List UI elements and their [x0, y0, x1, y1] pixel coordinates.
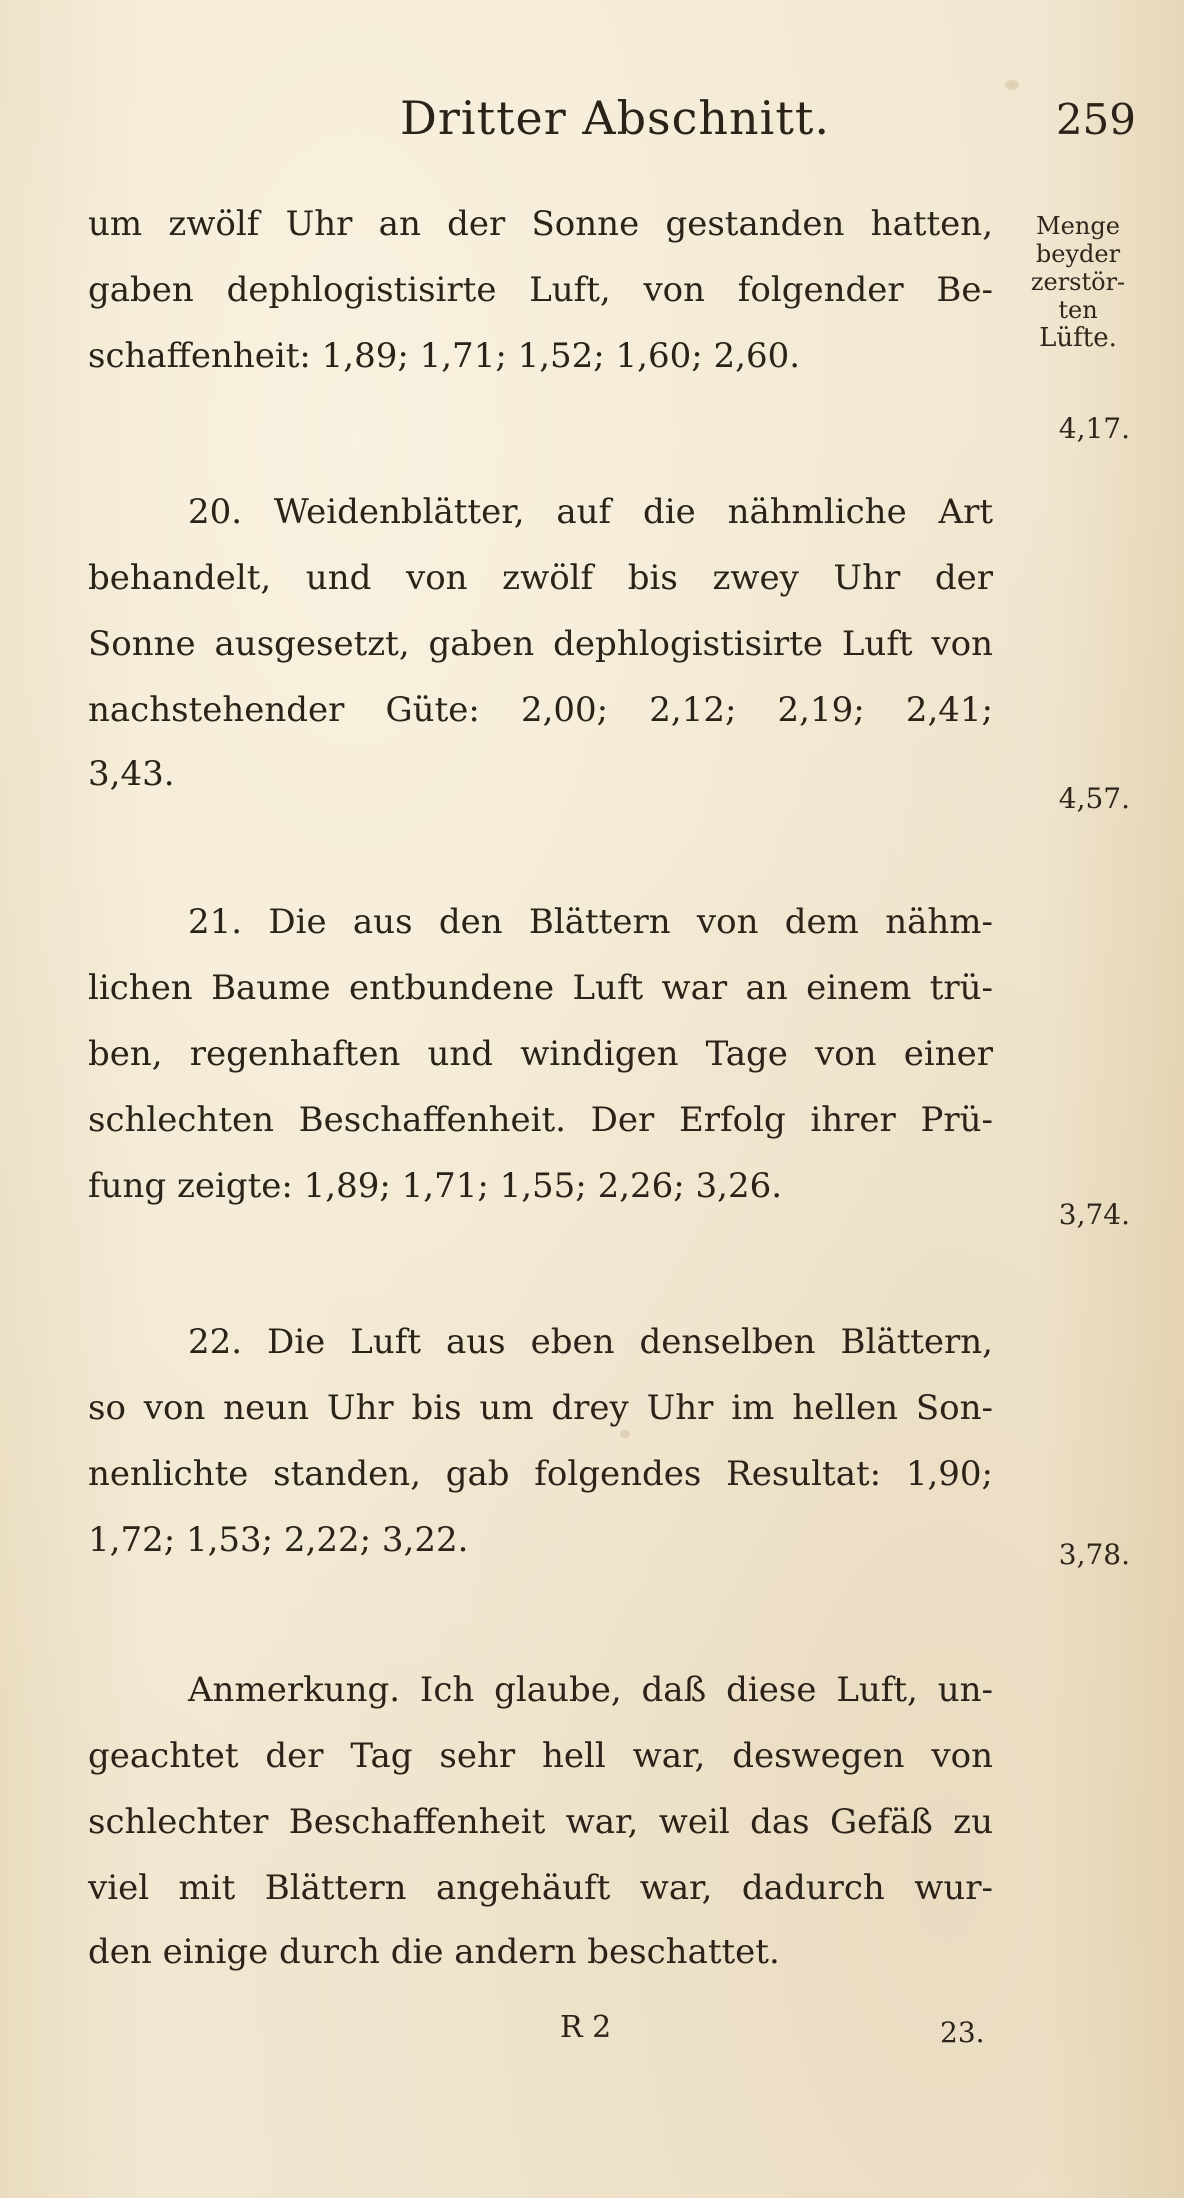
page-footer [0, 2010, 1184, 2060]
text-line: nenlichte standen, gab folgendes Resultat: 1,90; [88, 1454, 993, 1494]
text-line: ben, regenhaften und windigen Tage von einer [88, 1034, 993, 1074]
page-header [0, 90, 1184, 150]
margin-note-line: Menge [1036, 212, 1120, 240]
text-line: nachstehender Güte: 2,00; 2,12; 2,19; 2,41; [88, 690, 993, 730]
text-line: 21. Die aus den Blättern von dem nähm- [188, 902, 993, 942]
text-line: 22. Die Luft aus eben denselben Blättern, [188, 1322, 993, 1362]
text-line: schaffenheit: 1,89; 1,71; 1,52; 1,60; 2,60. [88, 336, 801, 376]
text-line: Sonne ausgesetzt, gaben dephlogistisirte Luft von [88, 624, 993, 664]
text-line: 1,72; 1,53; 2,22; 3,22. [88, 1520, 469, 1560]
margin-value: 4,17. [1058, 412, 1130, 445]
text-line: schlechter Beschaffenheit war, weil das Gefäß zu [88, 1802, 993, 1842]
margin-note [1018, 212, 1138, 352]
margin-note-line: Lüfte. [1039, 323, 1117, 353]
margin-note-line: ten [1058, 296, 1098, 324]
text-line: schlechten Beschaffenheit. Der Erfolg ihrer Prü- [88, 1100, 993, 1140]
signature-mark: R 2 [560, 2010, 612, 2045]
text-line: so von neun Uhr bis um drey Uhr im hellen Son- [88, 1388, 993, 1428]
text-line: 20. Weidenblätter, auf die nähmliche Art [188, 492, 993, 532]
margin-value: 3,78. [1058, 1538, 1130, 1571]
page-number: 259 [1055, 95, 1136, 144]
text-line: viel mit Blättern angehäuft war, dadurch wur- [88, 1868, 993, 1908]
text-line: um zwölf Uhr an der Sonne gestanden hatten, [88, 204, 993, 244]
text-line: behandelt, und von zwölf bis zwey Uhr der [88, 558, 993, 598]
text-line: den einige durch die andern beschattet. [88, 1932, 780, 1972]
text-line: lichen Baume entbundene Luft war an einem trü- [88, 968, 993, 1008]
text-line: geachtet der Tag sehr hell war, deswegen von [88, 1736, 993, 1776]
margin-value: 3,74. [1058, 1198, 1130, 1231]
running-title: Dritter Abschnitt. [400, 91, 830, 145]
text-line: Anmerkung. Ich glaube, daß diese Luft, un- [188, 1670, 993, 1710]
margin-value: 4,57. [1058, 782, 1130, 815]
text-line: gaben dephlogistisirte Luft, von folgender Be- [88, 270, 993, 310]
text-line: fung zeigte: 1,89; 1,71; 1,55; 2,26; 3,26. [88, 1166, 783, 1206]
text-line: 3,43. [88, 754, 175, 794]
paper-stain [620, 1430, 630, 1438]
margin-note-line: zerstör- [1030, 268, 1126, 296]
paper-stain [1005, 80, 1019, 90]
catchword: 23. [940, 2016, 985, 2049]
margin-note-line: beyder [1035, 240, 1121, 268]
